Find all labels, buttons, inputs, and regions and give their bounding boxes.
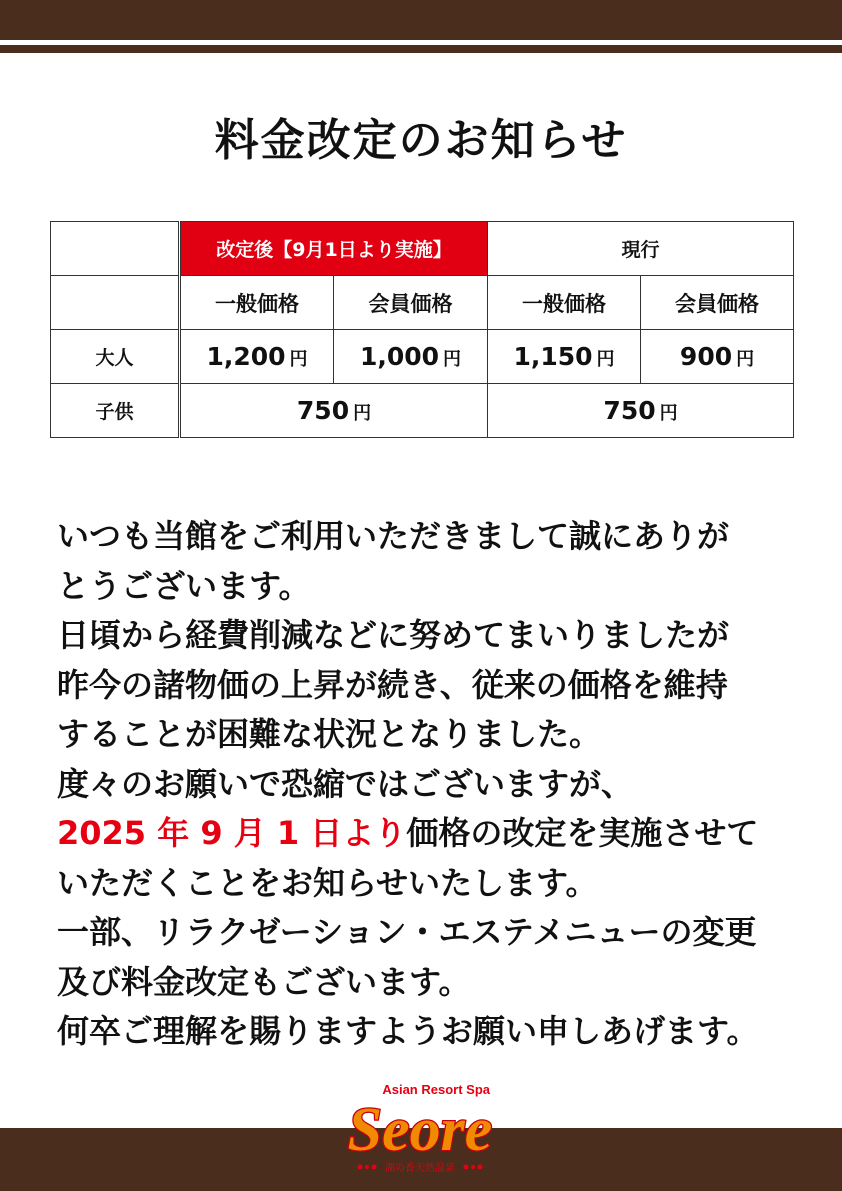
yen-unit: 円 [443, 349, 462, 370]
seore-logo [300, 1080, 540, 1180]
yen-unit: 円 [736, 349, 755, 370]
sub-current-general: 一般価格 [488, 276, 641, 330]
sub-after-general: 一般価格 [180, 276, 334, 330]
body-line: いただくことをお知らせいたします。 [57, 863, 598, 902]
price-value: 1,000 [359, 342, 440, 371]
body-line: 一部、リラクゼーション・エステメニューの変更 [57, 913, 757, 951]
table-header-row [51, 222, 794, 276]
body-line: 日頃から経費削減などに努めてまいりましたが [57, 616, 730, 654]
logo-dot [478, 1165, 483, 1170]
row-label-adult: 大人 [51, 330, 180, 384]
child-current-price [488, 384, 794, 438]
adult-after-member [334, 330, 488, 384]
body-line: 何卒ご理解を賜りますようお願い申しあげます。 [57, 1012, 759, 1050]
price-table [50, 221, 794, 438]
body-line: 度々のお願いで恐縮ではございますが、 [57, 764, 634, 803]
logo-tagline: Asian Resort Spa [382, 1082, 490, 1097]
price-value: 900 [679, 342, 733, 371]
effective-date: 2025 年 9 月 1 日より [57, 814, 407, 852]
table-row-child [51, 384, 794, 438]
yen-unit: 円 [289, 349, 308, 370]
logo-dot [365, 1165, 369, 1169]
logo-dot [471, 1165, 475, 1169]
adult-current-general [488, 330, 641, 384]
logo-dot [464, 1165, 469, 1170]
header-after-revision: 改定後【9月1日より実施】 [180, 222, 488, 276]
body-line-date [57, 809, 827, 859]
table-corner-cell [51, 222, 180, 276]
top-brown-line [0, 45, 842, 53]
notice-body [57, 512, 827, 1057]
logo-dot [358, 1165, 363, 1170]
body-line: とうございます。 [57, 566, 311, 605]
adult-after-general [180, 330, 334, 384]
body-line: 及び料金改定もございます。 [57, 962, 471, 1001]
child-after-price [180, 384, 488, 438]
price-value: 750 [603, 396, 656, 425]
table-row-adult [51, 330, 794, 384]
table-empty-cell [51, 276, 180, 330]
price-value: 1,200 [206, 342, 286, 371]
yen-unit: 円 [353, 403, 372, 424]
top-brown-bar [0, 0, 842, 40]
logo-dot [372, 1165, 377, 1170]
body-line: いつも当館をご利用いただきまして誠にありが [57, 517, 730, 555]
row-label-child: 子供 [51, 384, 180, 438]
logo-subtitle: 湖の香天然温泉 [385, 1163, 455, 1174]
body-line: 昨今の諸物価の上昇が続き、従来の価格を維持 [57, 665, 728, 704]
body-line-rest: 価格の改定を実施させて [406, 814, 759, 852]
page-title: 料金改定のお知らせ [214, 115, 628, 166]
price-value: 1,150 [513, 342, 593, 371]
yen-unit: 円 [659, 403, 678, 424]
logo-name: Seore [347, 1096, 493, 1164]
sub-current-member: 会員価格 [641, 276, 794, 330]
header-current: 現行 [488, 222, 794, 276]
price-value: 750 [296, 396, 350, 425]
sub-after-member: 会員価格 [334, 276, 488, 330]
yen-unit: 円 [596, 349, 615, 370]
table-subheader-row [51, 276, 794, 330]
body-line: することが困難な状況となりました。 [57, 715, 602, 753]
adult-current-member [641, 330, 794, 384]
